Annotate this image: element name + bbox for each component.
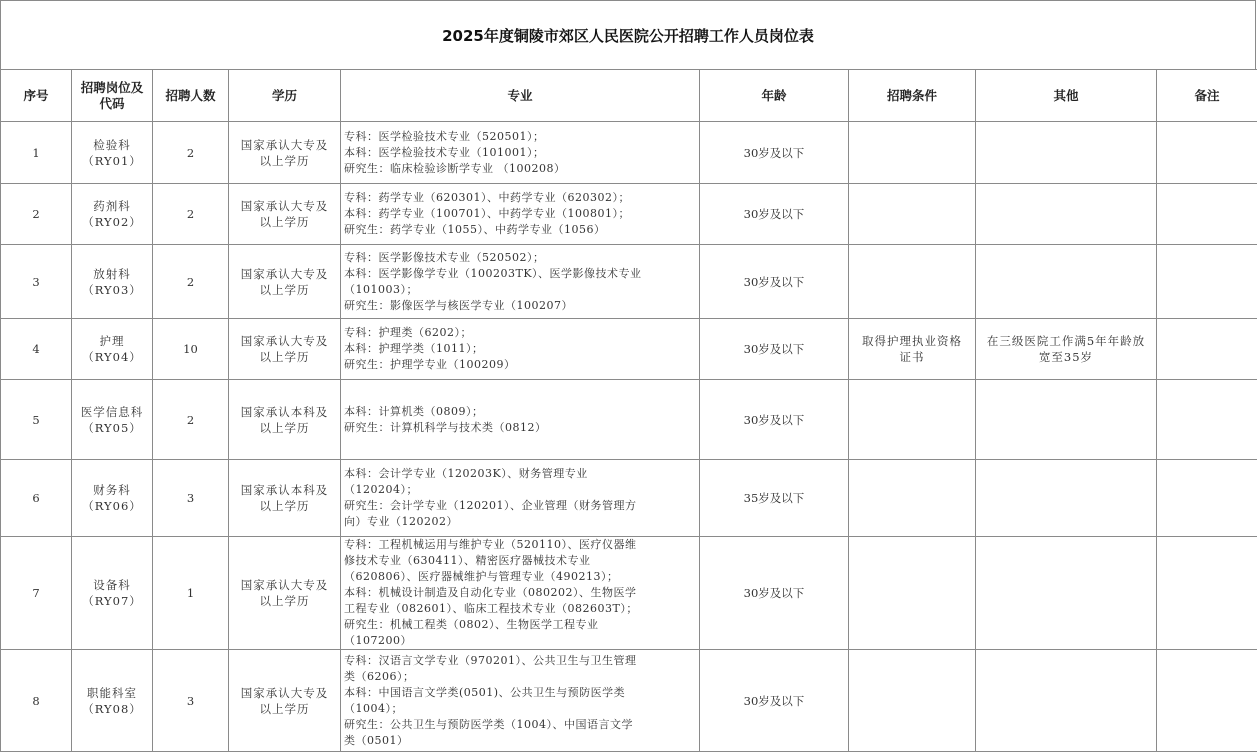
education-line: 以上学历: [232, 701, 337, 717]
position-dept: 放射科: [75, 266, 149, 282]
cell-position: [72, 650, 153, 752]
table-row: [1, 460, 1257, 537]
cell-conditions: [849, 380, 976, 460]
header-education: 学历: [229, 70, 341, 122]
cell-count: 2: [153, 380, 229, 460]
education-line: 国家承认本科及: [232, 482, 337, 498]
position-code: （RY08）: [75, 701, 149, 717]
header-remark: 备注: [1157, 70, 1257, 122]
cell-other: [976, 380, 1157, 460]
education-line: 以上学历: [232, 282, 337, 298]
cell-conditions: [849, 245, 976, 319]
major-line: 本科：医学检验技术专业（101001）；: [344, 145, 696, 161]
cell-other: [976, 245, 1157, 319]
cell-major: [341, 122, 700, 184]
major-line: 研究生：机械工程类（0802）、生物医学工程专业: [344, 617, 696, 633]
cell-seq: 4: [1, 319, 72, 380]
position-code: （RY04）: [75, 349, 149, 365]
cell-major: [341, 319, 700, 380]
cell-position: [72, 460, 153, 537]
cell-count: 2: [153, 122, 229, 184]
other-line: 在三级医院工作满5年年龄放: [979, 333, 1153, 349]
education-line: 以上学历: [232, 420, 337, 436]
cell-other: [976, 650, 1157, 752]
cell-age: 30岁及以下: [700, 537, 849, 650]
cell-education: [229, 319, 341, 380]
cell-remark: [1157, 537, 1257, 650]
major-line: 专科：护理类（6202）；: [344, 325, 696, 341]
table-title: 2025年度铜陵市郊区人民医院公开招聘工作人员岗位表: [0, 0, 1256, 69]
position-code: （RY06）: [75, 498, 149, 514]
major-line: （107200）: [344, 633, 696, 649]
cell-count: 2: [153, 245, 229, 319]
table-row: [1, 122, 1257, 184]
education-line: 国家承认大专及: [232, 577, 337, 593]
education-line: 以上学历: [232, 593, 337, 609]
major-line: 专科：药学专业（620301）、中药学专业（620302）；: [344, 190, 696, 206]
cell-age: 30岁及以下: [700, 380, 849, 460]
cell-education: [229, 650, 341, 752]
cell-count: 3: [153, 460, 229, 537]
major-line: 研究生：计算机科学与技术类（0812）: [344, 420, 696, 436]
cell-count: 10: [153, 319, 229, 380]
cell-other: [976, 122, 1157, 184]
cell-age: 30岁及以下: [700, 319, 849, 380]
cell-education: [229, 537, 341, 650]
major-line: 本科：药学专业（100701）、中药学专业（100801）；: [344, 206, 696, 222]
position-dept: 医学信息科: [75, 404, 149, 420]
major-line: 本科：中国语言文学类(0501)、公共卫生与预防医学类: [344, 685, 696, 701]
cell-position: [72, 319, 153, 380]
cell-remark: [1157, 122, 1257, 184]
cell-age: 30岁及以下: [700, 650, 849, 752]
major-line: 专科：医学检验技术专业（520501）；: [344, 129, 696, 145]
cell-education: [229, 122, 341, 184]
header-count: 招聘人数: [153, 70, 229, 122]
cell-conditions: [849, 650, 976, 752]
cell-age: 30岁及以下: [700, 184, 849, 245]
cell-other: [976, 537, 1157, 650]
cell-age: 35岁及以下: [700, 460, 849, 537]
position-code: （RY02）: [75, 214, 149, 230]
major-line: （1004）；: [344, 701, 696, 717]
header-row: [1, 70, 1257, 122]
cell-remark: [1157, 380, 1257, 460]
education-line: 以上学历: [232, 349, 337, 365]
education-line: 国家承认大专及: [232, 333, 337, 349]
education-line: 国家承认大专及: [232, 685, 337, 701]
cell-other: [976, 184, 1157, 245]
education-line: 以上学历: [232, 153, 337, 169]
recruitment-table: [0, 69, 1257, 752]
cell-major: [341, 650, 700, 752]
education-line: 国家承认大专及: [232, 198, 337, 214]
position-dept: 设备科: [75, 577, 149, 593]
position-code: （RY07）: [75, 593, 149, 609]
major-line: 研究生：会计学专业（120201）、企业管理（财务管理方: [344, 498, 696, 514]
cell-major: [341, 380, 700, 460]
cell-remark: [1157, 245, 1257, 319]
cell-position: [72, 380, 153, 460]
major-line: 研究生：临床检验诊断学专业 （100208）: [344, 161, 696, 177]
conditions-line: 证书: [852, 349, 972, 365]
cell-major: [341, 537, 700, 650]
major-line: （101003）；: [344, 282, 696, 298]
major-line: 专科：工程机械运用与维护专业（520110）、医疗仪器维: [344, 537, 696, 553]
header-conditions: 招聘条件: [849, 70, 976, 122]
cell-remark: [1157, 650, 1257, 752]
cell-conditions: [849, 122, 976, 184]
cell-remark: [1157, 319, 1257, 380]
education-line: 国家承认大专及: [232, 266, 337, 282]
major-line: 研究生：公共卫生与预防医学类（1004）、中国语言文学: [344, 717, 696, 733]
cell-education: [229, 245, 341, 319]
position-code: （RY05）: [75, 420, 149, 436]
cell-education: [229, 460, 341, 537]
cell-major: [341, 460, 700, 537]
education-line: 以上学历: [232, 214, 337, 230]
cell-position: [72, 537, 153, 650]
cell-seq: 7: [1, 537, 72, 650]
education-line: 国家承认大专及: [232, 137, 337, 153]
major-line: 研究生：影像医学与核医学专业（100207）: [344, 298, 696, 314]
header-other: 其他: [976, 70, 1157, 122]
cell-remark: [1157, 460, 1257, 537]
cell-other: [976, 319, 1157, 380]
cell-seq: 2: [1, 184, 72, 245]
cell-conditions: [849, 319, 976, 380]
cell-major: [341, 245, 700, 319]
cell-major: [341, 184, 700, 245]
position-code: （RY01）: [75, 153, 149, 169]
major-line: 专科：汉语言文学专业（970201）、公共卫生与卫生管理: [344, 653, 696, 669]
cell-other: [976, 460, 1157, 537]
major-line: 向）专业（120202）: [344, 514, 696, 530]
cell-count: 1: [153, 537, 229, 650]
major-line: 类（6206）；: [344, 669, 696, 685]
cell-position: [72, 122, 153, 184]
position-dept: 护理: [75, 333, 149, 349]
table-row: [1, 380, 1257, 460]
position-dept: 药剂科: [75, 198, 149, 214]
major-line: 专科：医学影像技术专业（520502）；: [344, 250, 696, 266]
header-position: 招聘岗位及代码: [72, 70, 153, 122]
major-line: 本科：护理学类（1011）；: [344, 341, 696, 357]
table-row: [1, 537, 1257, 650]
major-line: 本科：医学影像学专业（100203TK）、医学影像技术专业: [344, 266, 696, 282]
major-line: 本科：计算机类（0809）；: [344, 404, 696, 420]
cell-age: 30岁及以下: [700, 122, 849, 184]
cell-seq: 5: [1, 380, 72, 460]
major-line: 工程专业（082601）、临床工程技术专业（082603T）；: [344, 601, 696, 617]
cell-education: [229, 184, 341, 245]
cell-seq: 1: [1, 122, 72, 184]
table-row: [1, 650, 1257, 752]
cell-position: [72, 245, 153, 319]
cell-conditions: [849, 184, 976, 245]
major-line: 类（0501）: [344, 733, 696, 749]
table-row: [1, 184, 1257, 245]
major-line: 研究生：护理学专业（100209）: [344, 357, 696, 373]
education-line: 国家承认本科及: [232, 404, 337, 420]
header-major: 专业: [341, 70, 700, 122]
header-age: 年龄: [700, 70, 849, 122]
table-row: [1, 245, 1257, 319]
cell-education: [229, 380, 341, 460]
conditions-line: 取得护理执业资格: [852, 333, 972, 349]
table-row: [1, 319, 1257, 380]
major-line: 修技术专业（630411）、精密医疗器械技术专业: [344, 553, 696, 569]
cell-conditions: [849, 537, 976, 650]
major-line: 本科：机械设计制造及自动化专业（080202）、生物医学: [344, 585, 696, 601]
cell-seq: 3: [1, 245, 72, 319]
major-line: 研究生：药学专业（1055）、中药学专业（1056）: [344, 222, 696, 238]
position-dept: 职能科室: [75, 685, 149, 701]
cell-count: 2: [153, 184, 229, 245]
cell-age: 30岁及以下: [700, 245, 849, 319]
major-line: 本科：会计学专业（120203K）、财务管理专业: [344, 466, 696, 482]
header-seq: 序号: [1, 70, 72, 122]
cell-seq: 8: [1, 650, 72, 752]
position-code: （RY03）: [75, 282, 149, 298]
position-dept: 财务科: [75, 482, 149, 498]
position-dept: 检验科: [75, 137, 149, 153]
major-line: （620806）、医疗器械维护与管理专业（490213）；: [344, 569, 696, 585]
education-line: 以上学历: [232, 498, 337, 514]
cell-remark: [1157, 184, 1257, 245]
major-line: （120204）；: [344, 482, 696, 498]
cell-conditions: [849, 460, 976, 537]
other-line: 宽至35岁: [979, 349, 1153, 365]
cell-count: 3: [153, 650, 229, 752]
cell-position: [72, 184, 153, 245]
cell-seq: 6: [1, 460, 72, 537]
